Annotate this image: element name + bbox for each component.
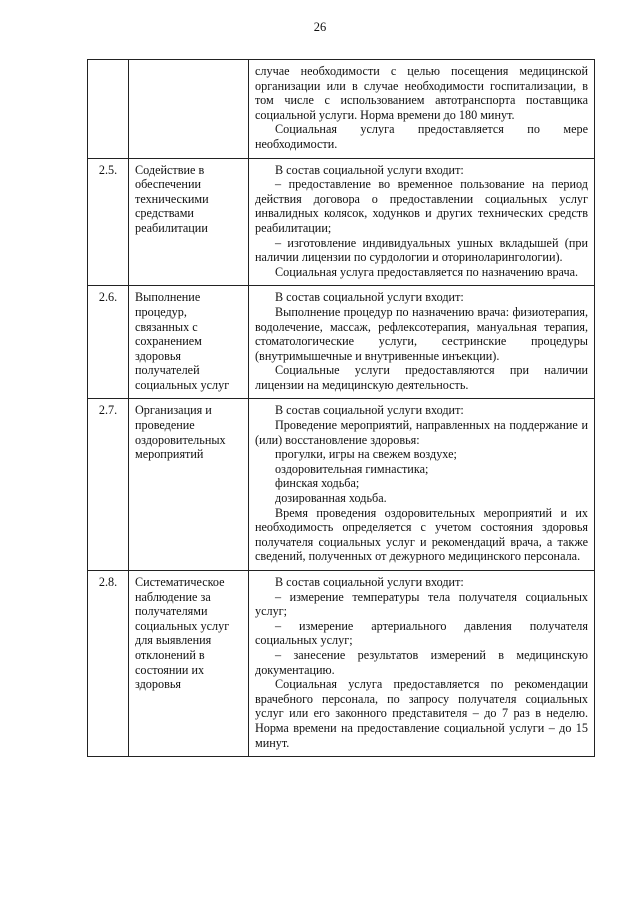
description-paragraph: финская ходьба;: [275, 476, 360, 491]
description-paragraph: Проведение мероприятий, направленных на поддержание и (или) восстановление здоровья:: [255, 418, 588, 447]
row-number: 2.6.: [88, 286, 129, 399]
service-name: Выполнение процедур, связанных с сохранением здоровья получателей социальных услуг: [129, 286, 249, 399]
description-paragraph: В состав социальной услуги входит:: [275, 162, 464, 177]
table-row: [88, 286, 595, 399]
description-paragraph: Время проведения оздоровительных мероприятий и их необходимость определяется с учетом состояния здоровья получателя социальных услуг и рекомендаций врача, а также сведений, полученных от дежурного медицинского персонала.: [255, 505, 588, 564]
service-description: [249, 571, 595, 757]
row-number: 2.7.: [88, 399, 129, 571]
description-paragraph: – изготовление индивидуальных ушных вкладышей (при наличии лицензии по сурдологии и оториноларингологии).: [255, 235, 588, 265]
service-name: [129, 60, 249, 159]
service-description: [249, 60, 595, 159]
service-description: [249, 158, 595, 286]
table-row: [88, 60, 595, 159]
description-paragraph: – занесение результатов измерений в медицинскую документацию.: [255, 647, 588, 677]
service-name: Систематическое наблюдение за получателями социальных услуг для выявления отклонений в состоянии их здоровья: [129, 571, 249, 757]
service-description: [249, 399, 595, 571]
service-name: Содействие в обеспечении техническими средствами реабилитации: [129, 158, 249, 286]
description-paragraph: В состав социальной услуги входит:: [275, 575, 464, 589]
table-row: [88, 571, 595, 757]
service-name: Организация и проведение оздоровительных мероприятий: [129, 399, 249, 571]
row-number: [88, 60, 129, 159]
description-paragraph: Социальная услуга предоставляется по назначению врача.: [275, 264, 579, 279]
description-paragraph: В состав социальной услуги входит:: [275, 290, 464, 305]
description-paragraph: случае необходимости с целью посещения медицинской организации или в случае необходимости госпитализации, в том числе с использованием автотранспорта поставщика социальной услуги. Норма времени до 180 минут.: [255, 64, 588, 122]
services-table: [87, 59, 595, 757]
description-paragraph: Социальная услуга предоставляется по мере необходимости.: [255, 122, 588, 151]
description-paragraph: – измерение температуры тела получателя социальных услуг;: [255, 589, 588, 619]
description-paragraph: Выполнение процедур по назначению врача: физиотерапия, водолечение, массаж, рефлексотерапия, мануальная терапия, стоматологические услуги, сестринские процедуры (внутримышечные и внутривенные инъекции).: [255, 304, 588, 363]
description-paragraph: – измерение артериального давления получателя социальных услуг;: [255, 618, 588, 648]
description-paragraph: Социальная услуга предоставляется по рекомендации врачебного персонала, по запросу получателя социальных услуг или его законного представителя – до 7 раз в неделю. Норма времени на предоставление социальной услуги – до 15 минут.: [255, 677, 588, 750]
table-row: [88, 158, 595, 286]
description-paragraph: – предоставление во временное пользование на период действия договора о предоставлении социальных услуг инвалидных колясок, ходунков и других технических средств реабилитации;: [255, 177, 588, 235]
page-number: 26: [313, 20, 327, 34]
service-description: [249, 286, 595, 399]
description-paragraph: дозированная ходьба.: [275, 491, 387, 506]
description-paragraph: В состав социальной услуги входит:: [275, 403, 464, 418]
description-paragraph: прогулки, игры на свежем воздухе;: [275, 447, 457, 462]
services-table-body: [88, 60, 595, 757]
description-paragraph: Социальные услуги предоставляются при наличии лицензии на медицинскую деятельность.: [255, 363, 588, 392]
row-number: 2.8.: [88, 571, 129, 757]
table-row: [88, 399, 595, 571]
row-number: 2.5.: [88, 158, 129, 286]
description-paragraph: оздоровительная гимнастика;: [275, 461, 429, 476]
